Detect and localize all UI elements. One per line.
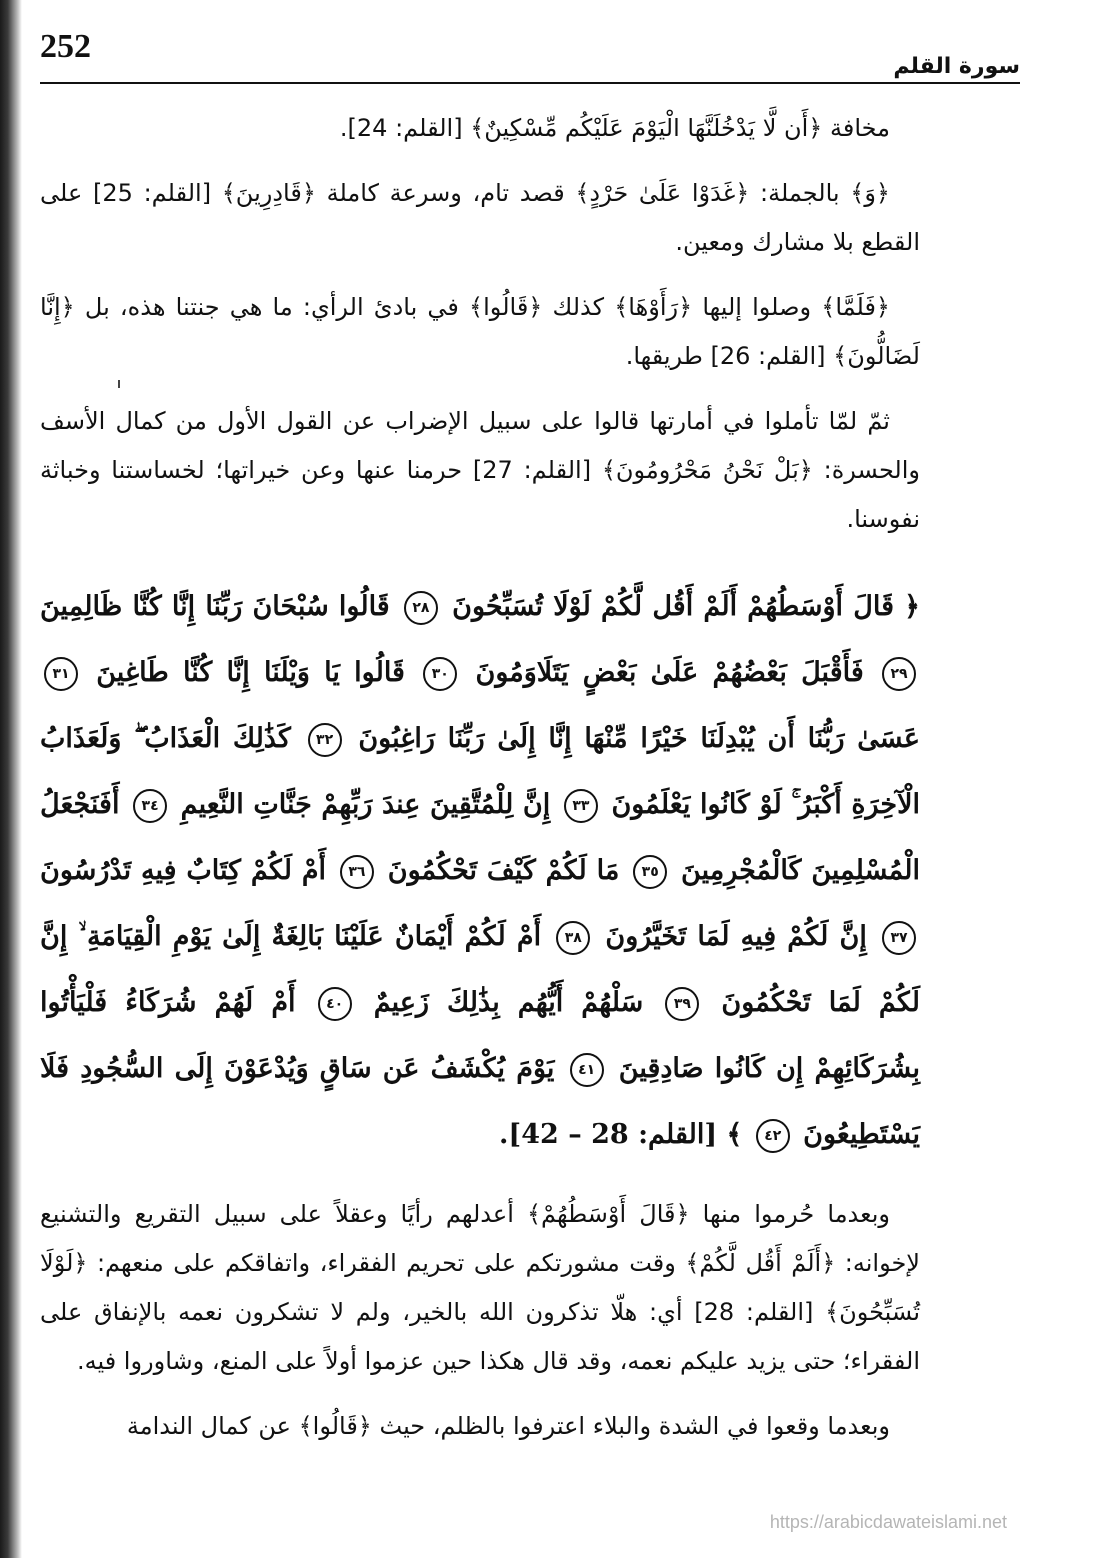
ayah-text: ﴿ قَالَ أَوْسَطُهُمْ أَلَمْ أَقُل لَّكُمْ لَوْلَا تُسَبِّحُونَ (441, 591, 920, 622)
ayah-number-badge: ٣٠ (423, 657, 457, 691)
paragraph: مخافة ﴿أَن لَّا يَدْخُلَنَّهَا الْيَوْمَ عَلَيْكُم مِّسْكِينٌ﴾ [القلم: 24]. (339, 114, 890, 142)
ayah-number-badge: ٤١ (570, 1053, 604, 1087)
ayah-text: عَسَىٰ رَبُّنَا أَن يُبْدِلَنَا خَيْرًا مِّنْهَا إِنَّا إِلَىٰ رَبِّنَا رَاغِبُونَ (345, 723, 920, 754)
ayah-text: أَمْ لَهُمْ شُرَكَاءُ فَلْيَأْتُوا بِشُرَكَائِهِمْ إِن كَانُوا صَادِقِينَ (40, 987, 920, 1084)
ayah-number-badge: ٣٤ (133, 789, 167, 823)
ayah-text: قَالُوا سُبْحَانَ رَبِّنَا إِنَّا كُنَّا ظَالِمِينَ (40, 591, 390, 622)
paragraph: ﴿وَ﴾ بالجملة: ﴿غَدَوْا عَلَىٰ حَرْدٍ﴾ قصد تام، وسرعة كاملة ﴿قَادِرِينَ﴾ [القلم: 25] على القطع بلا مشارك ومعين. (40, 179, 920, 256)
ayah-number-badge: ٣٧ (882, 921, 916, 955)
header-rule (40, 82, 1020, 84)
page-header (40, 28, 1020, 84)
quran-citation: ﴾ [القلم: 28 – 42]. (499, 1119, 743, 1150)
ayah-text: أَمْ لَكُمْ أَيْمَانٌ عَلَيْنَا بَالِغَةٌ إِلَىٰ يَوْمِ الْقِيَامَةِ ۙ إِنَّ لَكُمْ لَمَا تَحْكُمُونَ (40, 921, 920, 1018)
ayah-number-badge: ٣٢ (308, 723, 342, 757)
ayah-number-badge: ٣٣ (564, 789, 598, 823)
ayah-number-badge: ٢٩ (882, 657, 916, 691)
surah-title: سورة القلم (893, 54, 1020, 79)
ayah-text: إِنَّ لِلْمُتَّقِينَ عِندَ رَبِّهِمْ جَنَّاتِ النَّعِيمِ (171, 789, 551, 820)
scan-edge-shadow (0, 0, 22, 1558)
ayah-number-badge: ٢٨ (404, 591, 438, 625)
paragraph: ثمّ لمّا تأملوا في أمارتها قالوا على سبيل الإضراب عن القول الأول من كمال الأسف والحسرة: ﴿بَلْ نَحْنُ مَحْرُومُونَ﴾ [القلم: 27] حرمنا عنها وعن خيراتها؛ لخساستنا وخباثة نفوسنا. (40, 407, 921, 533)
ayah-number-badge: ٣٦ (340, 855, 374, 889)
ayah-text: يَوْمَ يُكْشَفُ عَن سَاقٍ وَيُدْعَوْنَ إِلَى السُّجُودِ فَلَا يَسْتَطِيعُونَ (40, 1053, 920, 1150)
ayah-text: أَفَنَجْعَلُ الْمُسْلِمِينَ كَالْمُجْرِمِينَ (40, 789, 920, 886)
ayah-text: سَلْهُمْ أَيُّهُم بِذَٰلِكَ زَعِيمٌ (355, 987, 644, 1018)
ayah-text: إِنَّ لَكُمْ فِيهِ لَمَا تَخَيَّرُونَ (594, 921, 867, 952)
ayah-number-badge: ٣١ (44, 657, 78, 691)
ayah-text: فَأَقْبَلَ بَعْضُهُمْ عَلَىٰ بَعْضٍ يَتَلَاوَمُونَ (461, 657, 864, 688)
ayah-text: كَذَٰلِكَ الْعَذَابُ ۖ وَلَعَذَابُ الْآخِرَةِ أَكْبَرُ ۚ لَوْ كَانُوا يَعْلَمُونَ (40, 723, 920, 820)
ayah-text: أَمْ لَكُمْ كِتَابٌ فِيهِ تَدْرُسُونَ (40, 855, 327, 886)
book-page (30, 0, 1080, 1558)
paragraph: ﴿فَلَمَّا﴾ وصلوا إليها ﴿رَأَوْهَا﴾ كذلك ﴿قَالُوا﴾ في بادئ الرأي: ما هي جنتنا هذه، بل ﴿إِنَّا لَضَالُّونَ﴾ [القلم: 26] طريقها. (40, 293, 920, 370)
quran-passage (40, 574, 920, 1168)
watermark-url: https://arabicdawateislami.net (769, 1512, 1007, 1532)
ayah-text: قَالُوا يَا وَيْلَنَا إِنَّا كُنَّا طَاغِينَ (82, 657, 405, 688)
ayah-number-badge: ٣٩ (665, 987, 699, 1021)
ayah-number-badge: ٤٢ (756, 1119, 790, 1153)
margin-mark (118, 380, 120, 388)
ayah-number-badge: ٣٨ (556, 921, 590, 955)
ayah-number-badge: ٣٥ (633, 855, 667, 889)
ayah-number-badge: ٤٠ (318, 987, 352, 1021)
body-text (40, 104, 920, 1467)
ayah-text: مَا لَكُمْ كَيْفَ تَحْكُمُونَ (377, 855, 620, 886)
paragraph: وبعدما وقعوا في الشدة والبلاء اعترفوا بالظلم، حيث ﴿قَالُوا﴾ عن كمال الندامة (126, 1412, 890, 1440)
paragraph: وبعدما حُرموا منها ﴿قَالَ أَوْسَطُهُمْ﴾ أعدلهم رأيًا وعقلاً على سبيل التقريع والتشنيع لإخوانه: ﴿أَلَمْ أَقُل لَّكُمْ﴾ وقت مشورتكم على تحريم الفقراء، واتفاقكم على منعهم: ﴿لَوْلَا تُسَبِّحُونَ﴾ [القلم: 28] أي: هلّا تذكرون الله بالخير، ولم لا تشكرون نعمه بالإنفاق على الفقراء؛ حتى يزيد عليكم نعمه، وقد قال هكذا حين عزموا أولاً على المنع، وشاوروا فيه. (40, 1200, 921, 1375)
page-number: 252 (40, 28, 91, 65)
